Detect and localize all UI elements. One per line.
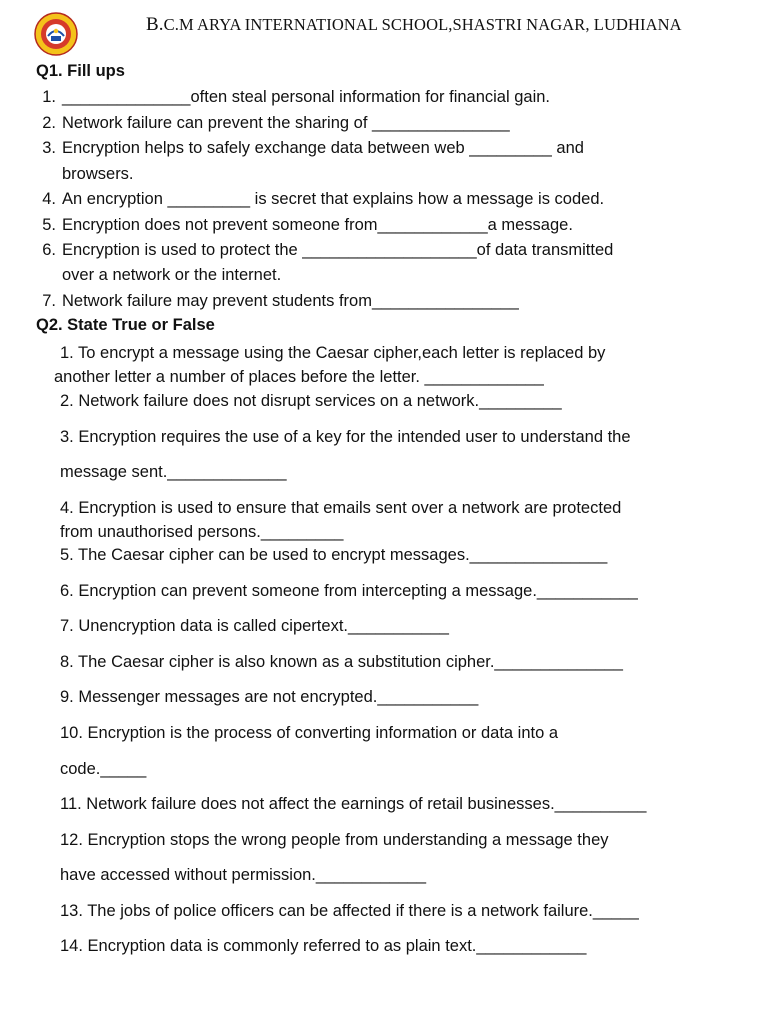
- school-name-text: C.M ARYA INTERNATIONAL SCHOOL,SHASTRI NAGAR, LUDHIANA: [163, 15, 682, 34]
- q2-line: 12. Encryption stops the wrong people from understanding a message they: [60, 831, 609, 849]
- q1-item-number: 2.: [42, 114, 56, 132]
- q2-line: 1. To encrypt a message using the Caesar cipher,each letter is replaced by: [60, 344, 606, 362]
- q1-item-text: Encryption does not prevent someone from____________a message.: [62, 216, 573, 234]
- q2-line: message sent._____________: [60, 463, 287, 481]
- q1-item-number: 7.: [42, 292, 56, 310]
- q1-item-number: 3.: [42, 139, 56, 157]
- q1-item-text: An encryption _________ is secret that explains how a message is coded.: [62, 190, 605, 208]
- q2-line: another letter a number of places before the letter. _____________: [54, 368, 544, 386]
- q1-item-number: 1.: [42, 88, 56, 106]
- q2-line: 11. Network failure does not affect the earnings of retail businesses.__________: [60, 795, 647, 813]
- q1-heading: Q1. Fill ups: [36, 62, 125, 80]
- q2-line: 13. The jobs of police officers can be affected if there is a network failure._____: [60, 902, 639, 920]
- q1-item-4: [32, 189, 604, 209]
- q2-line: 9. Messenger messages are not encrypted.___________: [60, 688, 479, 706]
- q1-item-text: Network failure may prevent students from________________: [62, 292, 519, 310]
- school-name-heading: [146, 14, 682, 36]
- q2-line: 2. Network failure does not disrupt services on a network._________: [60, 392, 562, 410]
- q1-item-number: 5.: [42, 216, 56, 234]
- q2-line: 7. Unencryption data is called cipertext.___________: [60, 617, 449, 635]
- q1-item-number: 4.: [42, 190, 56, 208]
- q1-item-text: Network failure can prevent the sharing of _______________: [62, 114, 510, 132]
- q2-line: 10. Encryption is the process of converting information or data into a: [60, 724, 559, 742]
- q1-item-3-continued: [32, 164, 134, 184]
- school-logo-icon: [34, 12, 78, 56]
- q2-line: from unauthorised persons._________: [60, 523, 344, 541]
- q1-item-6: [32, 240, 613, 260]
- q2-line: 6. Encryption can prevent someone from intercepting a message.___________: [60, 582, 638, 600]
- q2-line: 14. Encryption data is commonly referred to as plain text.____________: [60, 937, 587, 955]
- q1-item-text: Encryption helps to safely exchange data between web _________ and: [62, 139, 584, 157]
- q1-item-number: 6.: [42, 241, 56, 259]
- q2-heading: Q2. State True or False: [36, 316, 215, 334]
- school-name-initial: B.: [146, 14, 164, 35]
- q2-line: 5. The Caesar cipher can be used to encrypt messages._______________: [60, 546, 608, 564]
- q1-item-text: Encryption is used to protect the ___________________of data transmitted: [62, 241, 614, 259]
- q1-item-3: [32, 138, 584, 158]
- q2-line: have accessed without permission.____________: [60, 866, 426, 884]
- q1-item-2: [32, 113, 510, 133]
- q1-item-7: [32, 291, 519, 311]
- q1-item-text: browsers.: [62, 165, 134, 183]
- q1-item-text: ______________often steal personal information for financial gain.: [62, 88, 551, 106]
- q1-item-text: over a network or the internet.: [62, 266, 282, 284]
- q1-item-6-continued: [32, 265, 281, 285]
- q2-line: 3. Encryption requires the use of a key for the intended user to understand the: [60, 428, 631, 446]
- q1-item-1: [32, 87, 550, 107]
- q1-item-5: [32, 215, 573, 235]
- q2-line: 4. Encryption is used to ensure that emails sent over a network are protected: [60, 499, 622, 517]
- q2-line: code._____: [60, 760, 147, 778]
- q2-line: 8. The Caesar cipher is also known as a substitution cipher.______________: [60, 653, 623, 671]
